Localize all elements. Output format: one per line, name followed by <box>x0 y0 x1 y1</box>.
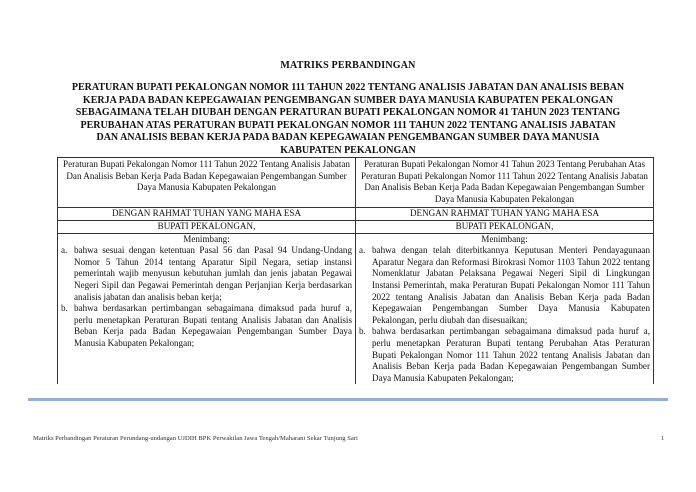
table-row-titles <box>58 158 654 208</box>
list-item <box>61 245 352 303</box>
list-item <box>359 245 650 326</box>
item-marker: b. <box>359 326 366 337</box>
document-heading: PERATURAN BUPATI PEKALONGAN NOMOR 111 TAHUN 2022 TENTANG ANALISIS JABATAN DAN ANALISIS BEBAN KERJA PADA BADAN KEPEGAWAIAN PENGEMBANGAN SUMBER DAYA MANUSIA KABUPATEN PEKALONGAN SEBAGAIMANA TELAH DIUBAH DENGAN PERATURAN BUPATI PEKALONGAN NOMOR 41 TAHUN 2023 TENTANG PERUBAHAN ATAS PERATURAN BUPATI PEKALONGAN NOMOR 111 TAHUN 2022 TENTANG ANALISIS JABATAN DAN ANALISIS BEBAN KERJA PADA BADAN KEPEGAWAIAN PENGEMBANGAN SUMBER DAYA MANUSIA KABUPATEN PEKALONGAN <box>71 82 625 156</box>
list-item <box>61 303 352 349</box>
right-column-title: Peraturan Bupati Pekalongan Nomor 41 Tahun 2023 Tentang Perubahan Atas Peraturan Bupati Pekalongan Nomor 111 Tahun 2022 Tentang Analisis Jabatan Dan Analisis Beban Kerja Pada Badan Kepegawaian Pengembangan Sumber Daya Manusia Kabupaten Pekalongan <box>356 158 654 208</box>
item-text: bahwa dengan telah diterbitkannya Keputusan Menteri Pendayagunaan Aparatur Negara dan Reformasi Birokrasi Nomor 1103 Tahun 2022 tentang Nomenklatur Jabatan Pelaksana Pegawai Negeri Sipil di Lingkungan Instansi Pemerintah, maka Peraturan Bupati Pekalongan Nomor 111 Tahun 2022 tentang Analisis Jabatan dan Analisis Beban Kerja pada Badan Kepegawaian Pengembangan Sumber Daya Manusia Kabupaten Pekalongan, perlu diubah dan disesuaikan; <box>372 245 650 325</box>
item-marker: b. <box>61 303 68 314</box>
page-number: 1 <box>661 435 665 442</box>
left-menimbang-cell <box>58 233 356 384</box>
comparison-table <box>57 157 654 384</box>
left-menimbang-label: Menimbang: <box>183 233 230 244</box>
page-title: MATRIKS PERBANDINGAN <box>280 60 416 71</box>
left-column-title: Peraturan Bupati Pekalongan Nomor 111 Tahun 2022 Tentang Analisis Jabatan Dan Analisis Beban Kerja Pada Badan Kepegawaian Pengembangan Sumber Daya Manusia Kabupaten Pekalongan <box>58 158 356 208</box>
left-bupati: BUPATI PEKALONGAN, <box>58 220 356 233</box>
right-menimbang-label: Menimbang: <box>481 233 528 244</box>
table-row-menimbang <box>58 233 654 384</box>
left-rahmat: DENGAN RAHMAT TUHAN YANG MAHA ESA <box>58 208 356 221</box>
list-item <box>359 326 650 384</box>
page-footer: Matriks Perbandingan Peraturan Perundang-undangan UJDIH BPK Perwakilan Jawa Tengah/Maharani Sekar Tunjung Sari <box>33 435 358 442</box>
table-row-bupati <box>58 220 654 233</box>
right-rahmat: DENGAN RAHMAT TUHAN YANG MAHA ESA <box>356 208 654 221</box>
item-text: bahwa berdasarkan pertimbangan sebagaimana dimaksud pada huruf a, perlu menetapkan Peraturan Bupati tentang Analisis Jabatan dan Analisis Beban Kerja pada Badan Kepegawaian Pengembangan Sumber Daya Manusia Kabupaten Pekalongan; <box>74 303 352 348</box>
item-text: bahwa berdasarkan pertimbangan sebagaimana dimaksud pada huruf a, perlu menetapkan Peraturan Bupati tentang Perubahan Atas Peraturan Bupati Pekalongan Nomor 111 Tahun 2022 tentang Analisis Jabatan dan Analisis Beban Kerja pada Badan Kepegawaian Pengembangan Sumber Daya Manusia Kabupaten Pekalongan; <box>372 326 650 383</box>
item-marker: a. <box>359 245 366 256</box>
right-bupati: BUPATI PEKALONGAN, <box>356 220 654 233</box>
table-row-rahmat <box>58 208 654 221</box>
footer-divider <box>28 398 668 401</box>
item-marker: a. <box>61 245 68 256</box>
right-menimbang-cell <box>356 233 654 384</box>
item-text: bahwa sesuai dengan ketentuan Pasal 56 dan Pasal 94 Undang-Undang Nomor 5 Tahun 2014 tentang Aparatur Sipil Negara, setiap instansi pemerintah wajib menyusun kebutuhan jumlah dan jenis jabatan Pegawai Negeri Sipil dan Pegawai Pemerintah dengan Perjanjian Kerja berdasarkan analisis jabatan dan analisis beban kerja; <box>74 245 352 302</box>
